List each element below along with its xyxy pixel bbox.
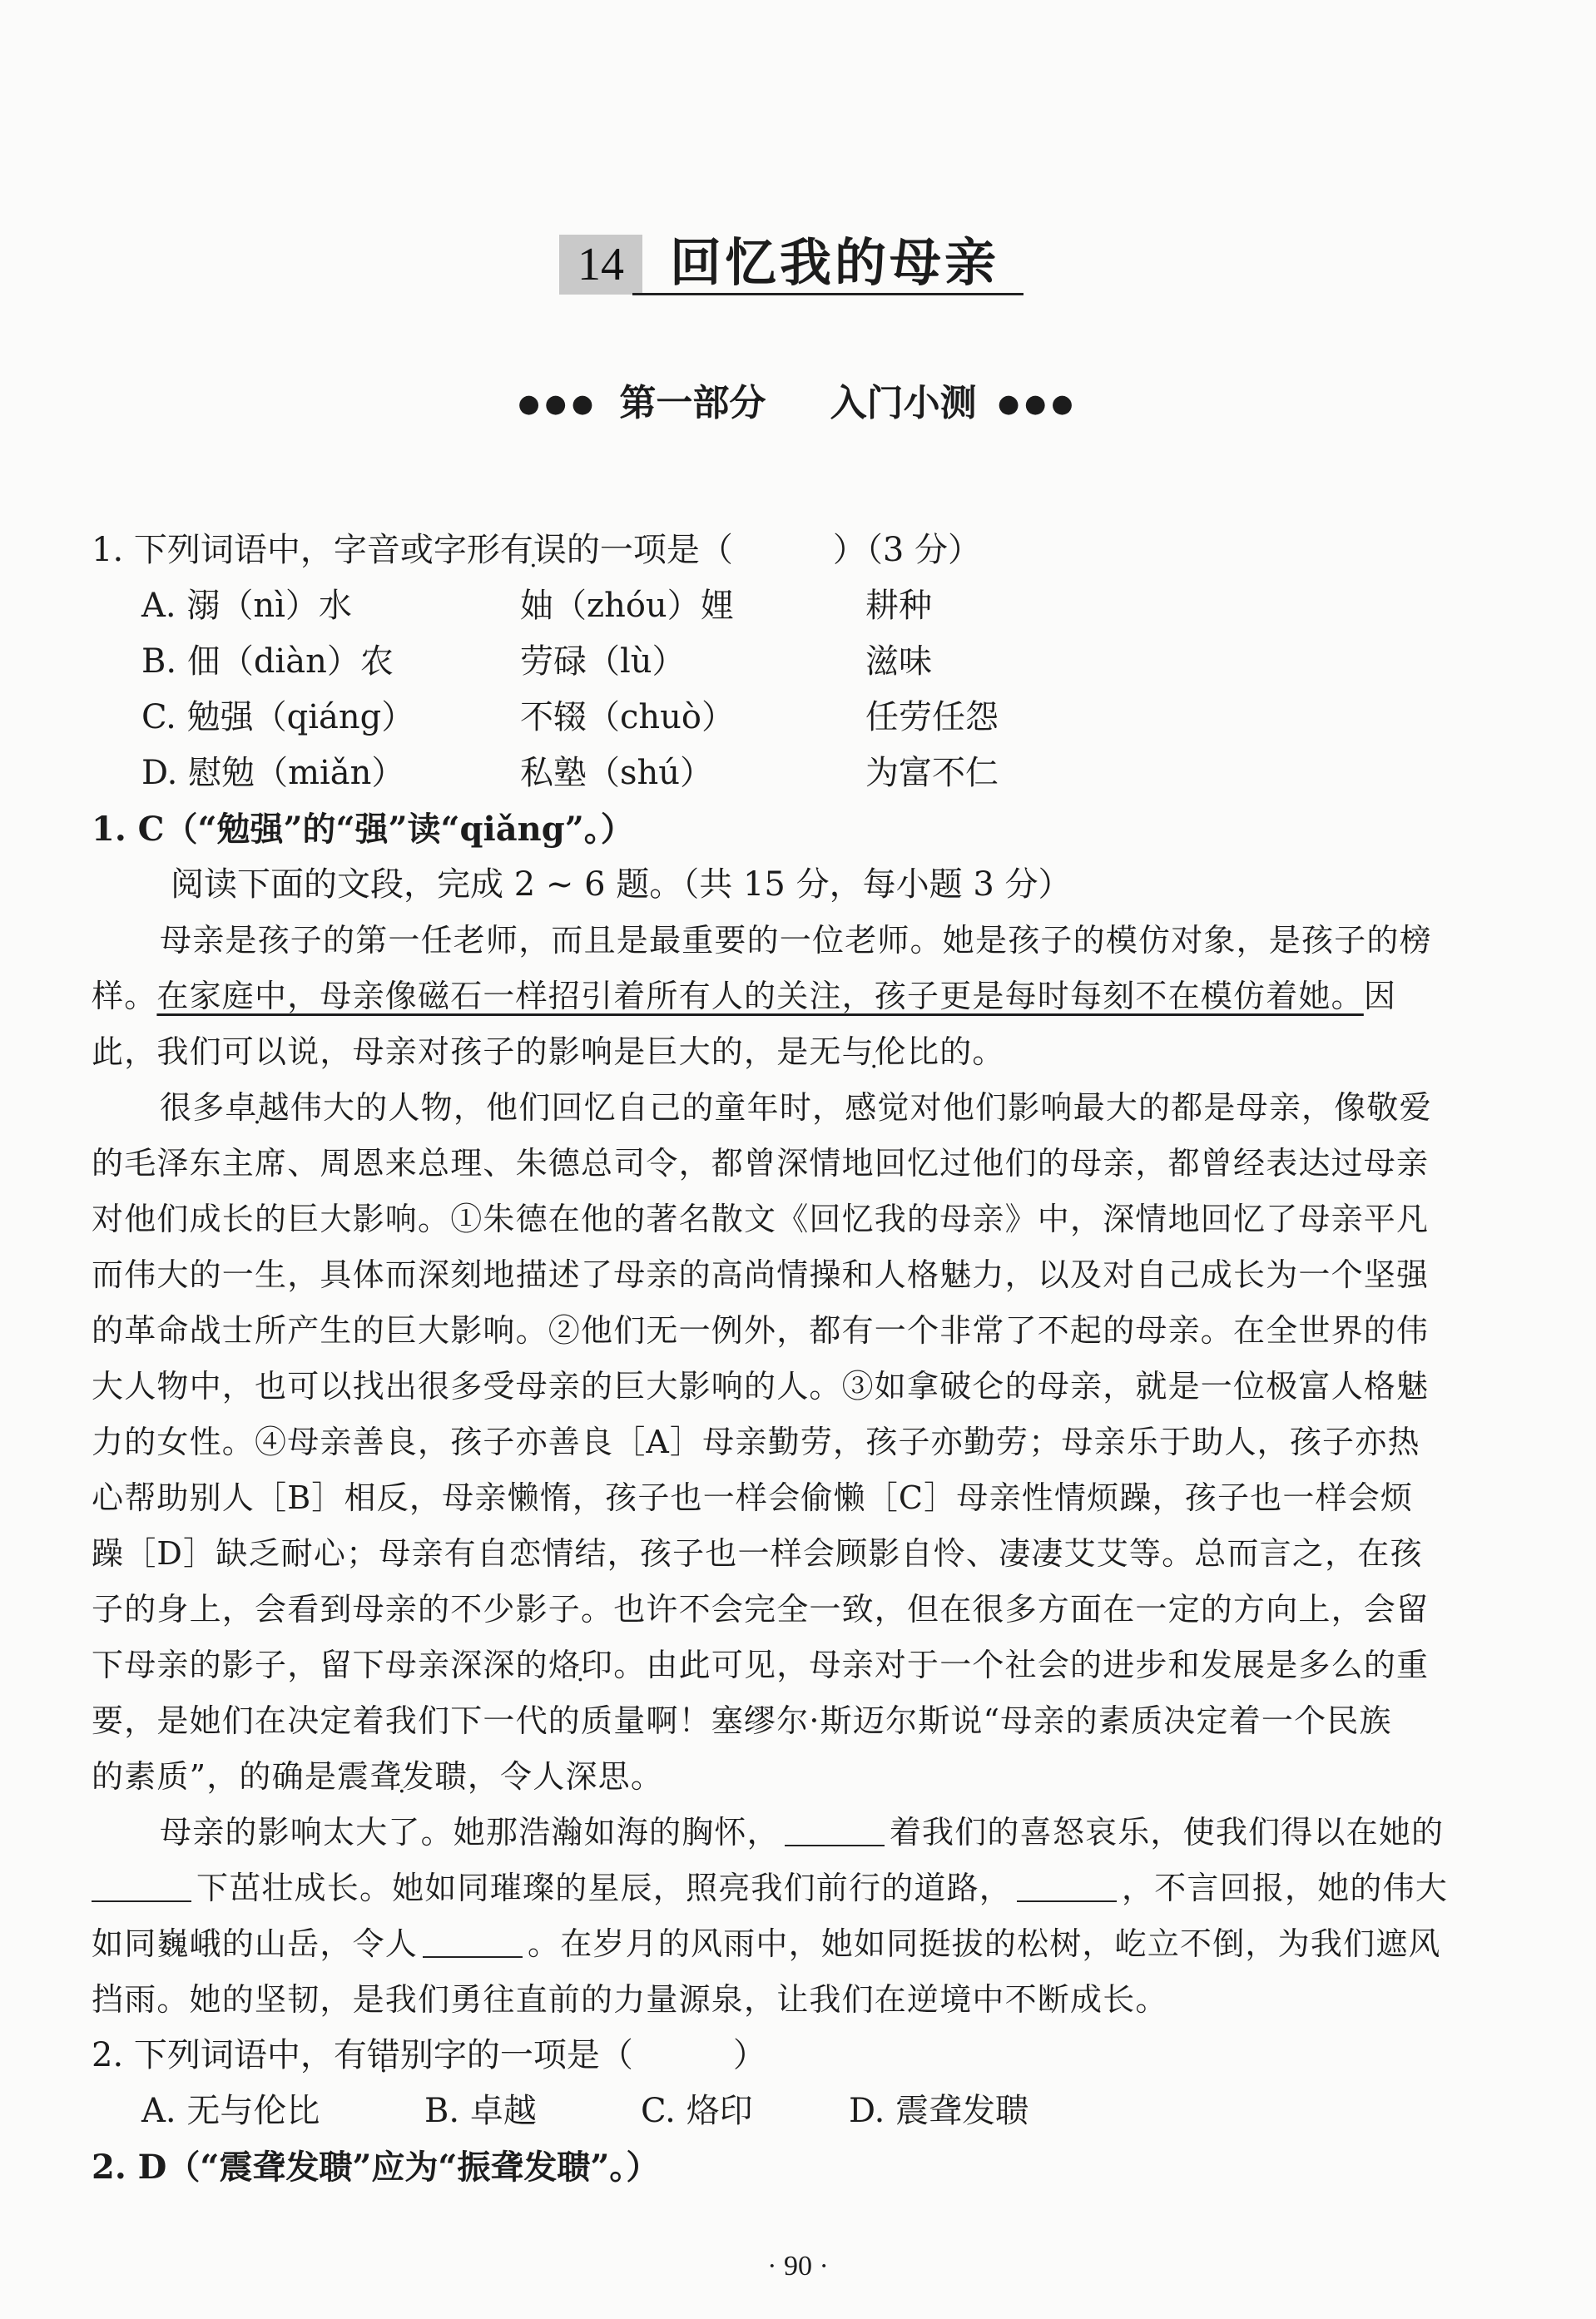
q2-options xyxy=(92,2084,1498,2139)
mark-laoyin: 烙印 xyxy=(548,1647,614,1683)
q1-option-d: D. 慰勉（miǎn） 私塾（shú） 为富不仁 xyxy=(141,754,999,792)
q2-option-a: A. 无与伦比 xyxy=(141,2092,320,2130)
fill-blank-1[interactable] xyxy=(785,1815,885,1846)
q2-option-b: B. 卓越 xyxy=(424,2092,537,2130)
q1-option-c: C. 勉强（qiáng） 不辍（chuò） 任劳任怨 xyxy=(141,698,999,736)
q2-option-d: D. 震聋发聩 xyxy=(849,2092,1029,2130)
mark-zhuoyue: 卓越 xyxy=(225,1089,290,1126)
underlined-sentence: 在家庭中，母亲像磁石一样招引着所有人的关注，孩子更是每时每刻不在模仿着她。 xyxy=(156,978,1364,1014)
passage: 母亲是孩子的第一任老师，而且是最重要的一位老师。她是孩子的模仿对象，是孩子的榜 样。在家庭中，母亲像磁石一样招引着所有人的关注，孩子更是每时每刻不在模仿着她。因 此，我们可以说，母亲对孩子的影响是巨大的，是无与伦比的。 很多卓越伟大的人物，他们回忆自己的童年时，感觉对他们影响最大的都是母亲，像敬爱 的毛泽东主席、周恩来总理、朱德总司令，都曾深情地回忆过他们的母亲，都曾经表达过母亲 对他们成长的巨大影响。①朱德在他的著名散文《回忆我的母亲》中，深情地回忆了母亲平凡 而伟大的一生，具体而深刻地描述了母亲的高尚情操和人格魅力，以及对自己成长为一个坚强 的革命战士所产生的巨大影响。②他们无一例外，都有一个非常了不起的母亲。在全世界的伟 大人物中，也可以找出很多受母亲的巨大影响的人。③如拿破仑的母亲，就是一位极富人格魅 力的女性。④母亲善良，孩子亦善良［A］母亲勤劳，孩子亦勤劳；母亲乐于助人，孩子亦热 心帮助别人［B］相反，母亲懒惰，孩子也一样会偷懒［C］母亲性情烦躁，孩子也一样会烦 躁［D］缺乏耐心；母亲有自恋情结，孩子也一样会顾影自怜、凄凄艾艾等。总而言之，在孩 子的身上，会看到母亲的不少影子。也许不会完全一致，但在很多方面在一定的方向上，会留 下母亲的影子，留下母亲深深的烙印。由此可见，母亲对于一个社会的进步和发展是多么的重 要，是她们在决定着我们下一代的质量啊！塞缪尔·斯迈尔斯说“母亲的素质决定着一个民族 的素质”，的确是震聋发聩，令人深思。 母亲的影响太大了。她那浩瀚如海的胸怀， 着我们的喜怒哀乐，使我们得以在她的 下茁壮成长。她如同璀璨的星辰，照亮我们前行的道路， ，不言回报，她的伟大 如同巍峨的山岳，令人 。在岁月的风雨中，她如同挺拔的松树，屹立不倒，为我们遮风 挡雨。她的坚韧，是我们勇往直前的力量源泉，让我们在逆境中不断成长。 xyxy=(92,922,1449,2018)
dots-left-icon: ●●● xyxy=(518,389,598,419)
page-number: · 90 · xyxy=(767,2251,829,2282)
q1-stem: 1. 下列词语中，字音或字形有误的一项是（ ）（3 分） xyxy=(92,531,982,569)
lesson-title-text: 回忆我的母亲 xyxy=(670,232,1000,293)
mark-zhenlongfakui: 震聋发聩 xyxy=(337,1758,468,1795)
q2-mark: 有错别 xyxy=(333,2036,434,2074)
passage-intro: 阅读下面的文段，完成 2 ~ 6 题。（共 15 分，每小题 3 分） xyxy=(171,865,1072,904)
q2-answer: 2. D（“震聋发聩”应为“振聋发聩”。） xyxy=(92,2148,660,2187)
q1-option-a: A. 溺（nì）水 妯（zhóu）娌 耕种 xyxy=(141,587,932,625)
section-name: 入门小测 xyxy=(830,382,977,424)
q1-mark: 有误 xyxy=(499,531,567,569)
section-heading xyxy=(0,374,1596,434)
q1-answer: 1. C（“勉强”的“强”读“qiǎng”。） xyxy=(92,810,634,849)
q2-stem: 2. 下列词语中，有错别字的一项是（ ） xyxy=(92,2036,766,2074)
content xyxy=(92,523,1498,2195)
fill-blank-4[interactable] xyxy=(423,1926,523,1958)
q2-option-c: C. 烙印 xyxy=(641,2092,753,2130)
section-part: 第一部分 xyxy=(619,382,766,424)
lesson-number: 14 xyxy=(559,235,642,295)
q1-option-b: B. 佃（diàn）农 劳碌（lù） 滋味 xyxy=(141,642,932,681)
lesson-title xyxy=(0,225,1596,308)
fill-blank-2[interactable] xyxy=(92,1871,191,1902)
dots-right-icon: ●●● xyxy=(997,389,1078,419)
fill-blank-3[interactable] xyxy=(1017,1871,1117,1902)
mark-wuyulunbi: 无与伦比 xyxy=(809,1033,940,1070)
